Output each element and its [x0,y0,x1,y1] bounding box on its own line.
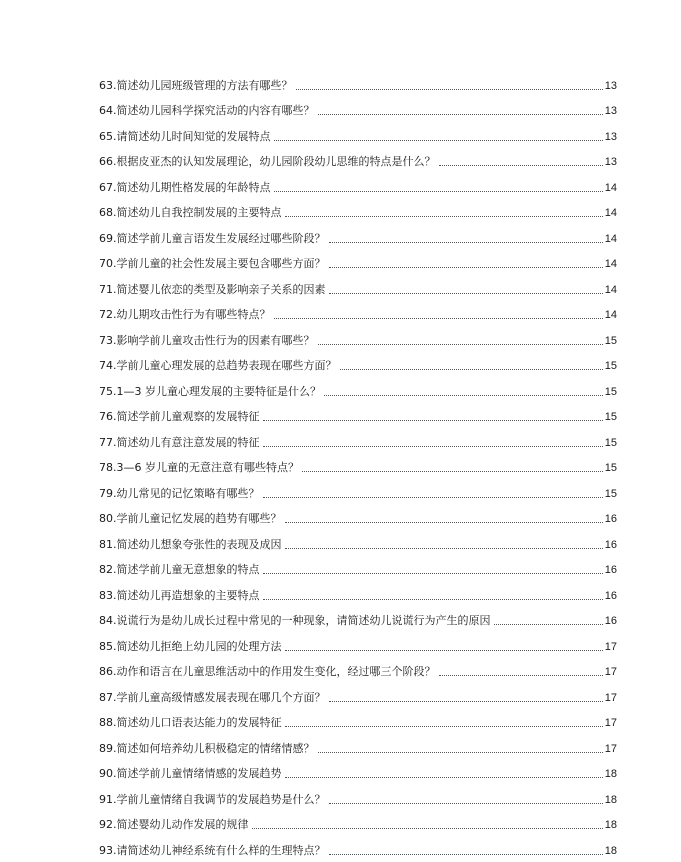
toc-entry-title: 83.简述幼儿再造想象的主要特点 [99,588,260,602]
toc-entry-page-number: 14 [604,283,617,296]
toc-entry-page-number: 18 [604,819,617,831]
toc-entry-page-number: 17 [604,742,617,755]
toc-entry-page-number: 14 [604,207,617,219]
dot-leader [318,344,603,345]
toc-entry-page-number: 13 [604,156,617,168]
toc-entry-page-number: 16 [604,589,617,602]
toc-entry-title: 77.简述幼儿有意注意发展的特征 [99,435,260,449]
dot-leader [439,165,603,166]
toc-entry-title: 88.简述幼儿口语表达能力的发展特征 [99,716,282,729]
toc-entry-page-number: 14 [604,258,617,270]
toc-entry[interactable] [99,67,617,93]
toc-entry-title: 85.简述幼儿拒绝上幼儿园的处理方法 [99,639,282,653]
toc-entry-page-number: 15 [604,385,617,398]
toc-entry[interactable] [99,220,617,246]
toc-entry-title: 68.简述幼儿自我控制发展的主要特点 [99,206,282,219]
toc-entry-page-number: 17 [604,640,617,653]
toc-entry[interactable] [99,144,617,170]
dot-leader [263,420,603,421]
toc-entry-title: 63.简述幼儿园班级管理的方法有哪些？ [99,78,293,92]
toc-entry-title: 64.简述幼儿园科学探究活动的内容有哪些？ [99,104,315,117]
toc-entry[interactable] [99,93,617,119]
toc-entry[interactable] [99,654,617,680]
toc-entry-title: 87.学前儿童高级情感发展表现在哪几个方面？ [99,690,326,704]
toc-entry-title: 82.简述学前儿童无意想象的特点 [99,563,260,576]
toc-entry-title: 80.学前儿童记忆发展的趋势有哪些？ [99,512,282,525]
dot-leader [274,140,603,141]
toc-entry-title: 67.简述幼儿期性格发展的年龄特点 [99,180,271,194]
dot-leader [296,89,603,90]
toc-entry-page-number: 14 [604,232,617,245]
dot-leader [329,242,603,243]
toc-entry[interactable] [99,195,617,221]
toc-entry[interactable] [99,297,617,323]
toc-entry-title: 86.动作和语言在儿童思维活动中的作用发生变化，经过哪三个阶段？ [99,665,436,678]
toc-entry[interactable] [99,246,617,272]
toc-entry-title: 89.简述如何培养幼儿积极稳定的情绪情感？ [99,741,315,755]
toc-entry[interactable] [99,679,617,705]
dot-leader [329,701,603,702]
toc-entry-page-number: 15 [604,360,617,372]
toc-entry[interactable] [99,756,617,782]
toc-entry-page-number: 15 [604,436,617,449]
dot-leader [285,216,603,217]
toc-entry[interactable] [99,399,617,425]
toc-entry-title: 71.简述婴儿依恋的类型及影响亲子关系的因素 [99,282,326,296]
toc-entry[interactable] [99,450,617,476]
toc-entry-page-number: 13 [604,105,617,117]
dot-leader [302,471,603,472]
dot-leader [263,497,603,498]
dot-leader [324,395,603,396]
dot-leader [274,318,603,319]
toc-entry[interactable] [99,577,617,603]
dot-leader [263,599,603,600]
toc-entry-page-number: 15 [604,334,617,347]
toc-entry[interactable] [99,348,617,374]
dot-leader [263,573,603,574]
toc-entry-page-number: 15 [604,462,617,474]
toc-entry-title: 73.影响学前儿童攻击性行为的因素有哪些？ [99,333,315,347]
toc-entry-title: 76.简述学前儿童观察的发展特征 [99,410,260,423]
toc-entry[interactable] [99,169,617,195]
toc-entry-page-number: 17 [604,691,617,704]
dot-leader [329,803,603,804]
toc-entry-page-number: 17 [604,666,617,678]
toc-entry[interactable] [99,807,617,833]
toc-entry-title: 93.请简述幼儿神经系统有什么样的生理特点？ [99,843,326,857]
toc-entry[interactable] [99,730,617,756]
toc-entry[interactable] [99,552,617,578]
toc-entry-page-number: 16 [604,615,617,627]
toc-entry-title: 92.简述婴幼儿动作发展的规律 [99,818,249,831]
dot-leader [318,752,603,753]
dot-leader [285,726,603,727]
dot-leader [285,777,603,778]
toc-entry[interactable] [99,373,617,399]
dot-leader [263,446,603,447]
toc-entry-page-number: 16 [604,538,617,551]
dot-leader [274,191,603,192]
dot-leader [318,114,603,115]
toc-entry-title: 72.幼儿期攻击性行为有哪些特点？ [99,308,271,321]
toc-entry[interactable] [99,832,617,858]
toc-entry[interactable] [99,628,617,654]
dot-leader [285,548,603,549]
table-of-contents [99,67,617,858]
toc-entry-page-number: 17 [604,717,617,729]
toc-entry[interactable] [99,526,617,552]
toc-entry-title: 65.请简述幼儿时间知觉的发展特点 [99,129,271,143]
toc-entry-title: 75.1—3 岁儿童心理发展的主要特征是什么？ [99,384,321,398]
toc-entry-page-number: 15 [604,411,617,423]
toc-entry-title: 66.根据皮亚杰的认知发展理论，幼儿园阶段幼儿思维的特点是什么？ [99,155,436,168]
toc-entry-title: 69.简述学前儿童言语发生发展经过哪些阶段？ [99,231,326,245]
dot-leader [329,267,603,268]
toc-entry[interactable] [99,271,617,297]
toc-entry-page-number: 16 [604,513,617,525]
toc-entry-title: 91.学前儿童情绪自我调节的发展趋势是什么？ [99,792,326,806]
toc-entry-page-number: 18 [604,793,617,806]
dot-leader [285,522,603,523]
toc-entry-title: 84.说谎行为是幼儿成长过程中常见的一种现象，请简述幼儿说谎行为产生的原因 [99,614,491,627]
toc-entry-page-number: 18 [604,768,617,780]
toc-entry-title: 81.简述幼儿想象夸张性的表现及成因 [99,537,282,551]
toc-entry[interactable] [99,705,617,731]
toc-entry[interactable] [99,781,617,807]
toc-entry-page-number: 14 [604,181,617,194]
toc-entry-title: 90.简述学前儿童情绪情感的发展趋势 [99,767,282,780]
toc-entry-page-number: 15 [604,487,617,500]
toc-entry[interactable] [99,118,617,144]
toc-entry[interactable] [99,424,617,450]
toc-entry-title: 74.学前儿童心理发展的总趋势表现在哪些方面？ [99,359,337,372]
toc-entry[interactable] [99,322,617,348]
toc-entry-title: 70.学前儿童的社会性发展主要包含哪些方面？ [99,257,326,270]
toc-entry-page-number: 16 [604,564,617,576]
toc-entry-page-number: 13 [604,79,617,92]
toc-entry-page-number: 18 [604,844,617,857]
dot-leader [329,293,603,294]
toc-entry[interactable] [99,501,617,527]
toc-entry-title: 78.3—6 岁儿童的无意注意有哪些特点？ [99,461,299,474]
toc-entry-page-number: 14 [604,309,617,321]
toc-entry-page-number: 13 [604,130,617,143]
dot-leader [439,675,603,676]
dot-leader [252,828,603,829]
dot-leader [494,624,603,625]
toc-entry[interactable] [99,475,617,501]
toc-entry-title: 79.幼儿常见的记忆策略有哪些？ [99,486,260,500]
dot-leader [285,650,603,651]
toc-entry[interactable] [99,603,617,629]
dot-leader [340,369,603,370]
dot-leader [329,854,603,855]
